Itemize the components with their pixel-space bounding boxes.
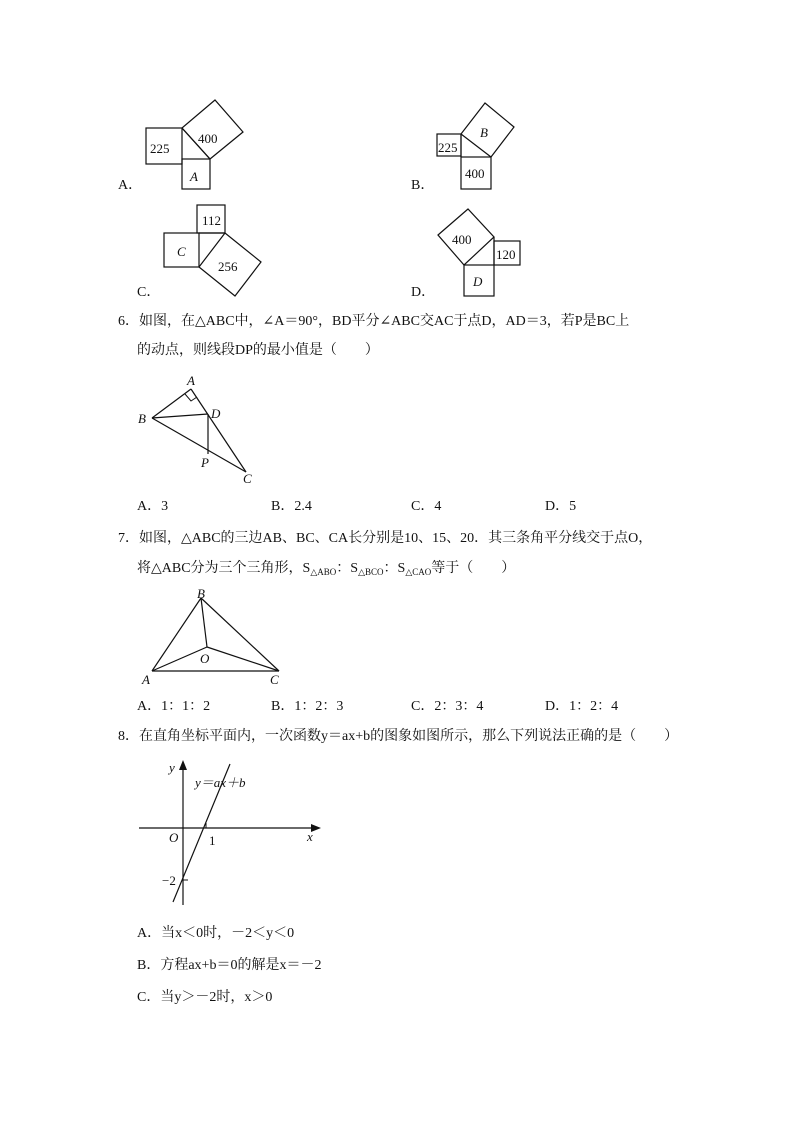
q5b-left-label: 225 [438,140,458,155]
q6-option-d[interactable]: D．5 [545,499,577,514]
q5d-right-label: 120 [496,247,516,262]
q5a-bottom-label: A [190,169,198,184]
q7-option-b[interactable]: B．1：2：3 [271,699,344,714]
q7-label-c: C [270,672,279,687]
q5-option-a-figure [140,95,250,195]
q8-option-c[interactable]: C．当y＞－2时，x＞0 [137,990,273,1005]
q7-stem-line1: 7．如图，△ABC的三边AB、BC、CA长分别是10、15、20．其三条角平分线交于点O， [118,531,653,546]
q8-line-label: y＝ax＋b [195,775,246,790]
q8-x-axis-label: x [307,829,313,844]
q5b-top-label: B [480,125,488,140]
q5d-left-label: 400 [452,232,472,247]
q5-option-b-figure [432,97,522,197]
q5a-right-label: 400 [198,131,218,146]
q6-label-c: C [243,471,252,486]
q8-x-tick-label: 1 [209,833,216,848]
q5-option-b-letter: B． [411,178,435,193]
q8-y-axis-label: y [169,760,175,775]
q6-label-p: P [201,455,209,470]
q7-stem-line2: 将△ABC分为三个三角形，$S_{\triangle ABO}$：$S_{\triangle BCO}$：$S_{\triangle CAO}$等于（ ） [137,561,516,577]
q6-stem-line1: 6．如图，在△ABC中，∠A＝90°，BD平分∠ABC交AC于点D，AD＝3，若P是BC上 [118,314,630,329]
q5b-bottom-label: 400 [465,166,485,181]
q8-y-tick-label: −2 [162,873,176,888]
q5-option-c-figure [160,200,270,300]
q6-option-b[interactable]: B．2.4 [271,499,312,514]
q6-option-c[interactable]: C．4 [411,499,442,514]
q7-label-b: B [197,586,205,601]
q8-linear-graph [135,755,335,915]
q5-option-c-letter: C． [137,285,161,300]
q6-stem-line2: 的动点，则线段DP的最小值是（ ） [137,343,379,358]
q7-label-a: A [142,672,150,687]
q5c-right-label: 256 [218,259,238,274]
q5-option-d-figure [432,205,532,300]
q6-triangle-figure [135,370,265,490]
q6-label-b: B [138,411,146,426]
q5-option-d-letter: D． [411,285,436,300]
q8-origin-label: O [169,830,179,845]
q7-option-d[interactable]: D．1：2：4 [545,699,619,714]
q6-label-a: A [187,373,195,388]
q5c-top-label: 112 [202,213,222,228]
q6-label-d: D [211,406,221,421]
q7-option-a[interactable]: A．1：1：2 [137,699,211,714]
q8-stem: 8．在直角坐标平面内，一次函数y＝ax+b的图象如图所示，那么下列说法正确的是（ ） [118,729,679,744]
q6-option-a[interactable]: A．3 [137,499,169,514]
q8-option-b[interactable]: B．方程ax+b＝0的解是x＝－2 [137,958,322,973]
q7-triangle-figure [140,585,290,690]
q5a-left-label: 225 [150,141,170,156]
q5d-bottom-label: D [473,274,483,289]
q7-label-o: O [200,651,210,666]
q7-option-c[interactable]: C．2：3：4 [411,699,484,714]
q8-option-a[interactable]: A．当x＜0时，－2＜y＜0 [137,926,295,941]
q5-option-a-letter: A． [118,178,143,193]
q5c-left-label: C [177,244,186,259]
